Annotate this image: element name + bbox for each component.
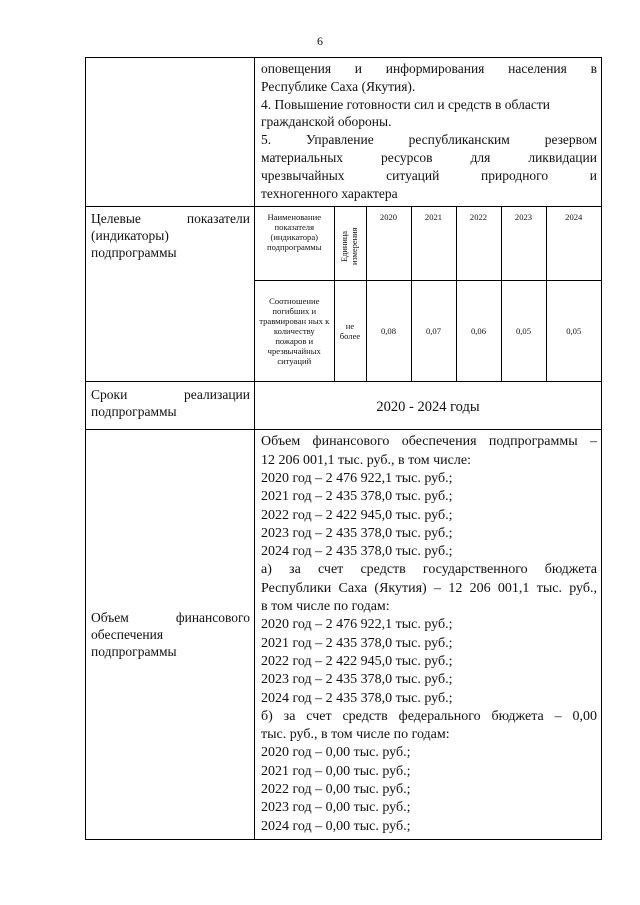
financing-line: 12 206 001,1 тыс. руб., в том числе: [261,452,471,468]
indicators-label-line: Целевые показатели [91,211,250,227]
tasks-row [86,58,602,207]
financing-cell [255,430,602,840]
financing-line: б) за счет средств федерального бюджета – 0,00 [261,708,597,724]
financing-line: 2023 год – 2 435 378,0 тыс. руб.; [261,525,453,541]
financing-label-cell [86,430,255,840]
financing-line: тыс. руб., в том числе по годам: [261,727,450,743]
financing-line: 2022 год – 2 422 945,0 тыс. руб.; [261,653,453,669]
indicator-year-header: 2021 [411,207,456,281]
financing-line: 2022 год – 2 422 945,0 тыс. руб.; [261,507,453,523]
indicators-value-row [255,281,601,382]
indicator-year-header: 2022 [456,207,501,281]
indicator-year-header: 2023 [501,207,546,281]
tasks-line: оповещения и информирования населения в [261,61,597,76]
terms-row [86,382,602,430]
tasks-line: материальных ресурсов для ликвидации [261,149,597,165]
financing-line: 2021 год – 2 435 378,0 тыс. руб.; [261,489,453,505]
tasks-cell [255,58,602,207]
financing-line: а) за счет средств государственного бюджета [261,562,597,578]
financing-label-line: подпрограммы [91,644,177,660]
indicator-value: 0,05 [546,281,601,382]
tasks-line: гражданской обороны. [261,114,392,130]
terms-label-line: подпрограммы [91,404,177,420]
tasks-line: 5. Управление республиканским резервом [261,132,597,148]
indicators-label-line: подпрограммы [91,245,177,261]
indicator-value: 0,07 [411,281,456,382]
indicator-value: 0,06 [456,281,501,382]
indicator-unit: не более [334,281,366,382]
financing-line: Республики Саха (Якутия) – 12 206 001,1 тыс. руб., [261,580,597,596]
financing-line: 2024 год – 2 435 378,0 тыс. руб.; [261,690,453,706]
indicators-cell [255,207,602,382]
terms-cell [255,382,602,430]
indicators-row [86,207,602,382]
financing-line: 2020 год – 2 476 922,1 тыс. руб.; [261,470,453,486]
financing-line: 2024 год – 0,00 тыс. руб.; [261,818,411,834]
financing-line: 2021 год – 2 435 378,0 тыс. руб.; [261,635,453,651]
indicator-value: 0,08 [366,281,411,382]
indicators-label-cell [86,207,255,382]
financing-line: 2023 год – 2 435 378,0 тыс. руб.; [261,672,453,688]
financing-line: 2022 год – 0,00 тыс. руб.; [261,782,411,798]
tasks-line: техногенного характера [261,185,398,201]
indicator-name-header: Наименование показателя (индикатора) подпрограммы [267,212,322,253]
terms-value: 2020 - 2024 годы [376,399,480,416]
subprogram-passport-table [85,57,602,840]
financing-line: 2020 год – 0,00 тыс. руб.; [261,745,411,761]
financing-line: 2023 год – 0,00 тыс. руб.; [261,800,411,816]
terms-label-line: Сроки реализации [91,387,250,403]
financing-line: 2020 год – 2 476 922,1 тыс. руб.; [261,617,453,633]
indicator-year-header: 2020 [366,207,411,281]
indicator-name: Соотношение погибших и травмирован ных к количеству пожаров и чрезвычайных ситуаций [255,281,334,382]
indicator-value: 0,05 [501,281,546,382]
terms-label-cell [86,382,255,430]
indicators-header-row [255,207,601,281]
financing-row [86,430,602,840]
page-number: 6 [317,34,323,48]
financing-label-line: Объем финансового [91,610,250,626]
financing-label-line: обеспечения [91,627,164,643]
indicators-label-line: (индикаторы) [91,228,169,244]
financing-line: Объем финансового обеспечения подпрограммы – [261,434,597,450]
financing-line: 2024 год – 2 435 378,0 тыс. руб.; [261,544,453,560]
tasks-label-cell [86,58,255,207]
indicators-table [255,207,601,381]
indicator-year-header: 2024 [546,207,601,281]
tasks-line: Республике Саха (Якутия). [261,78,416,94]
tasks-line: чрезвычайных ситуаций природного и [261,167,597,183]
indicator-unit-header [334,207,366,281]
financing-line: 2021 год – 0,00 тыс. руб.; [261,763,411,779]
tasks-line: 4. Повышение готовности сил и средств в области [261,96,550,112]
financing-line: в том числе по годам: [261,599,390,615]
indicator-unit-header-text: Единица измерения [340,227,359,266]
